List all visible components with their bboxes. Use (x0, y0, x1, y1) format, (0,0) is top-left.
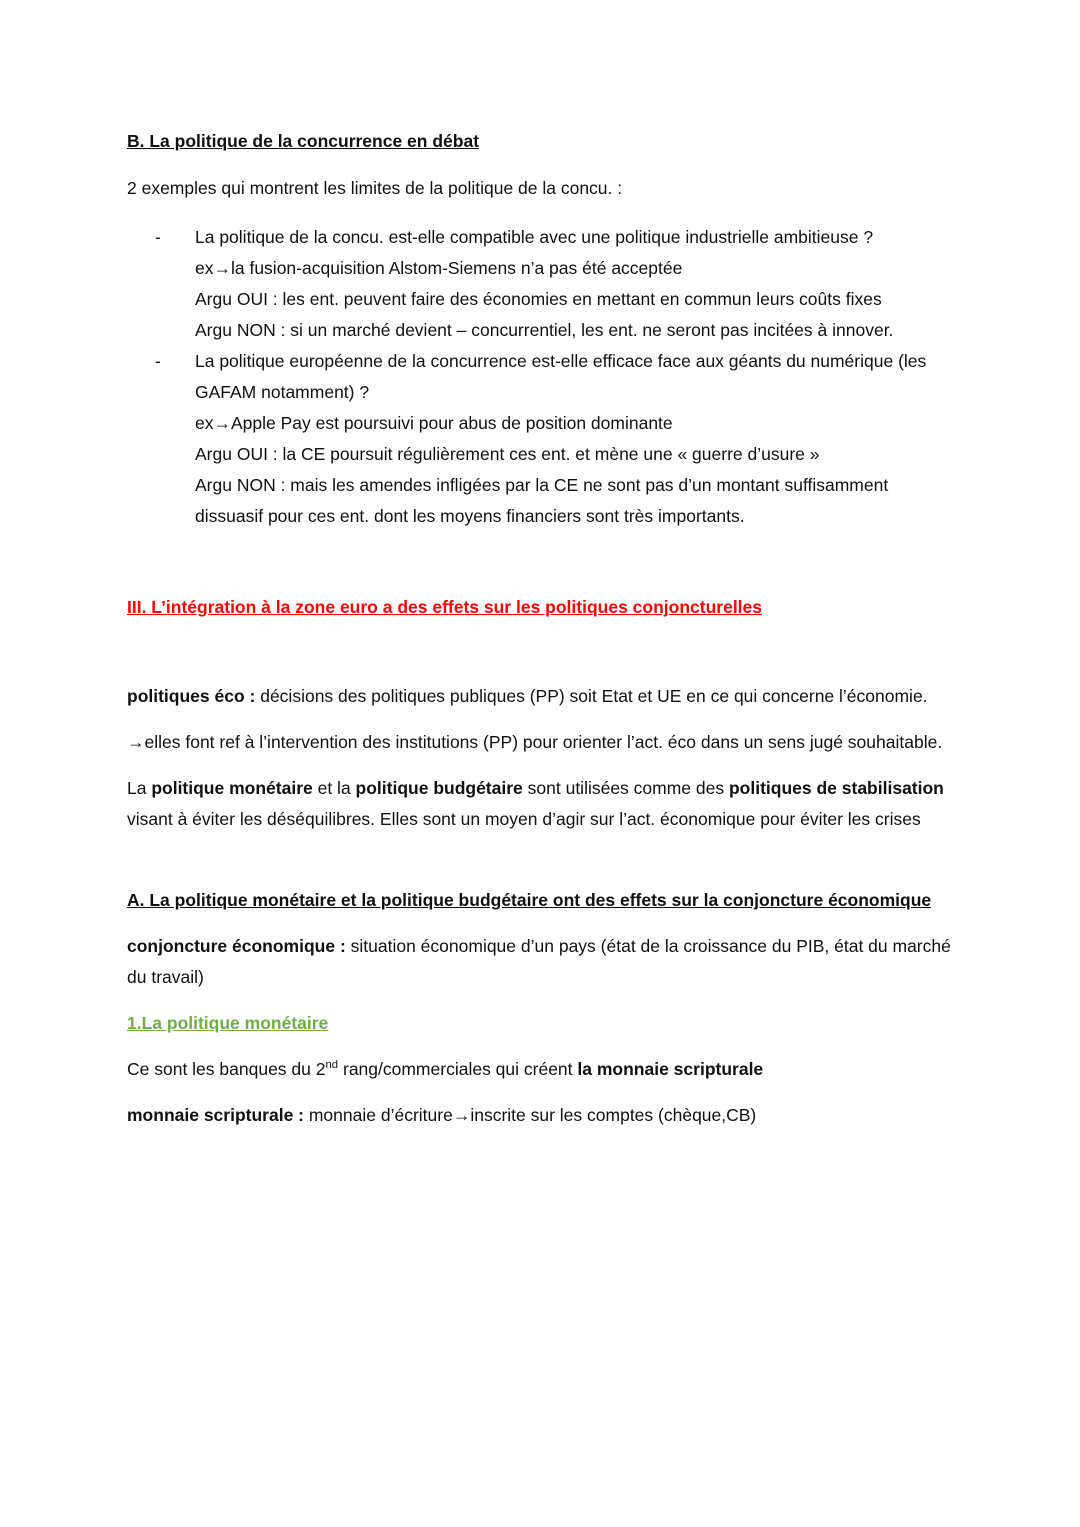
paragraph-conjoncture (127, 931, 952, 993)
list-line: Argu OUI : les ent. peuvent faire des économies en mettant en commun leurs coûts fixes (195, 289, 882, 309)
list-line: ex→Apple Pay est poursuivi pour abus de position dominante (195, 413, 673, 433)
paragraph-stabilisation (127, 773, 952, 835)
list-line: - La politique de la concu. est-elle compatible avec une politique industrielle ambitieuse ? (195, 227, 874, 247)
subsection-1-heading: 1.La politique monétaire (127, 1013, 329, 1033)
paragraph-arrow-ref (127, 727, 952, 758)
section-b-heading: B. La politique de la concurrence en débat (127, 131, 480, 151)
text-run: politiques éco : (127, 686, 261, 706)
section-a-heading: A. La politique monétaire et la politique budgétaire ont des effets sur la conjoncture économique (127, 890, 932, 910)
list-line: - La politique européenne de la concurrence est-elle efficace face aux géants du numérique (les GAFAM notamment) ? (195, 351, 927, 402)
examples-list (127, 222, 952, 532)
text-run: sont utilisées comme des (522, 778, 729, 798)
text-run: la monnaie scripturale (577, 1059, 764, 1079)
text-run: politique budgétaire (355, 778, 523, 798)
text-run: monnaie d’écriture→inscrite sur les comptes (chèque,CB) (308, 1105, 757, 1125)
list-item-industrial-policy (127, 222, 952, 346)
list-item-digital-giants (127, 346, 952, 532)
text-run: Ce sont les banques du 2 (127, 1059, 326, 1079)
paragraph-monnaie (127, 1100, 952, 1131)
paragraph-banques (127, 1054, 952, 1085)
list-line: ex→la fusion-acquisition Alstom-Siemens n’a pas été acceptée (195, 258, 683, 278)
text-run: →elles font ref à l’intervention des institutions (PP) pour orienter l’act. éco dans un sens jugé souhaitable. (127, 732, 943, 752)
section-iii-heading: III. L’intégration à la zone euro a des effets sur les politiques conjoncturelles (127, 597, 763, 617)
list-line: Argu NON : si un marché devient – concurrentiel, les ent. ne seront pas incitées à innover. (195, 320, 894, 340)
text-run: La (127, 778, 152, 798)
text-run: politiques de stabilisation (728, 778, 944, 798)
intro-paragraph: 2 exemples qui montrent les limites de la politique de la concu. : (127, 178, 623, 198)
text-run: visant à éviter les déséquilibres. Elles sont un moyen d’agir sur l’act. économique pour éviter les crises (127, 809, 921, 829)
text-run: décisions des politiques publiques (PP) soit Etat et UE en ce qui concerne l’économie. (260, 686, 928, 706)
list-line: Argu OUI : la CE poursuit régulièrement ces ent. et mène une « guerre d’usure » (195, 444, 820, 464)
text-run: nd (325, 1059, 339, 1072)
list-line: Argu NON : mais les amendes infligées par la CE ne sont pas d’un montant suffisamment dissuasif pour ces ent. dont les moyens financiers sont très importants. (195, 475, 889, 526)
text-run: et la (312, 778, 356, 798)
text-run: politique monétaire (151, 778, 313, 798)
text-run: conjoncture économique : (127, 936, 351, 956)
text-run: monnaie scripturale : (127, 1105, 309, 1125)
text-run: rang/commerciales qui créent (338, 1059, 578, 1079)
text-run: situation économique d’un pays (état de la croissance du PIB, état du marché du travail) (127, 936, 951, 987)
paragraph-politiques-eco (127, 681, 952, 712)
